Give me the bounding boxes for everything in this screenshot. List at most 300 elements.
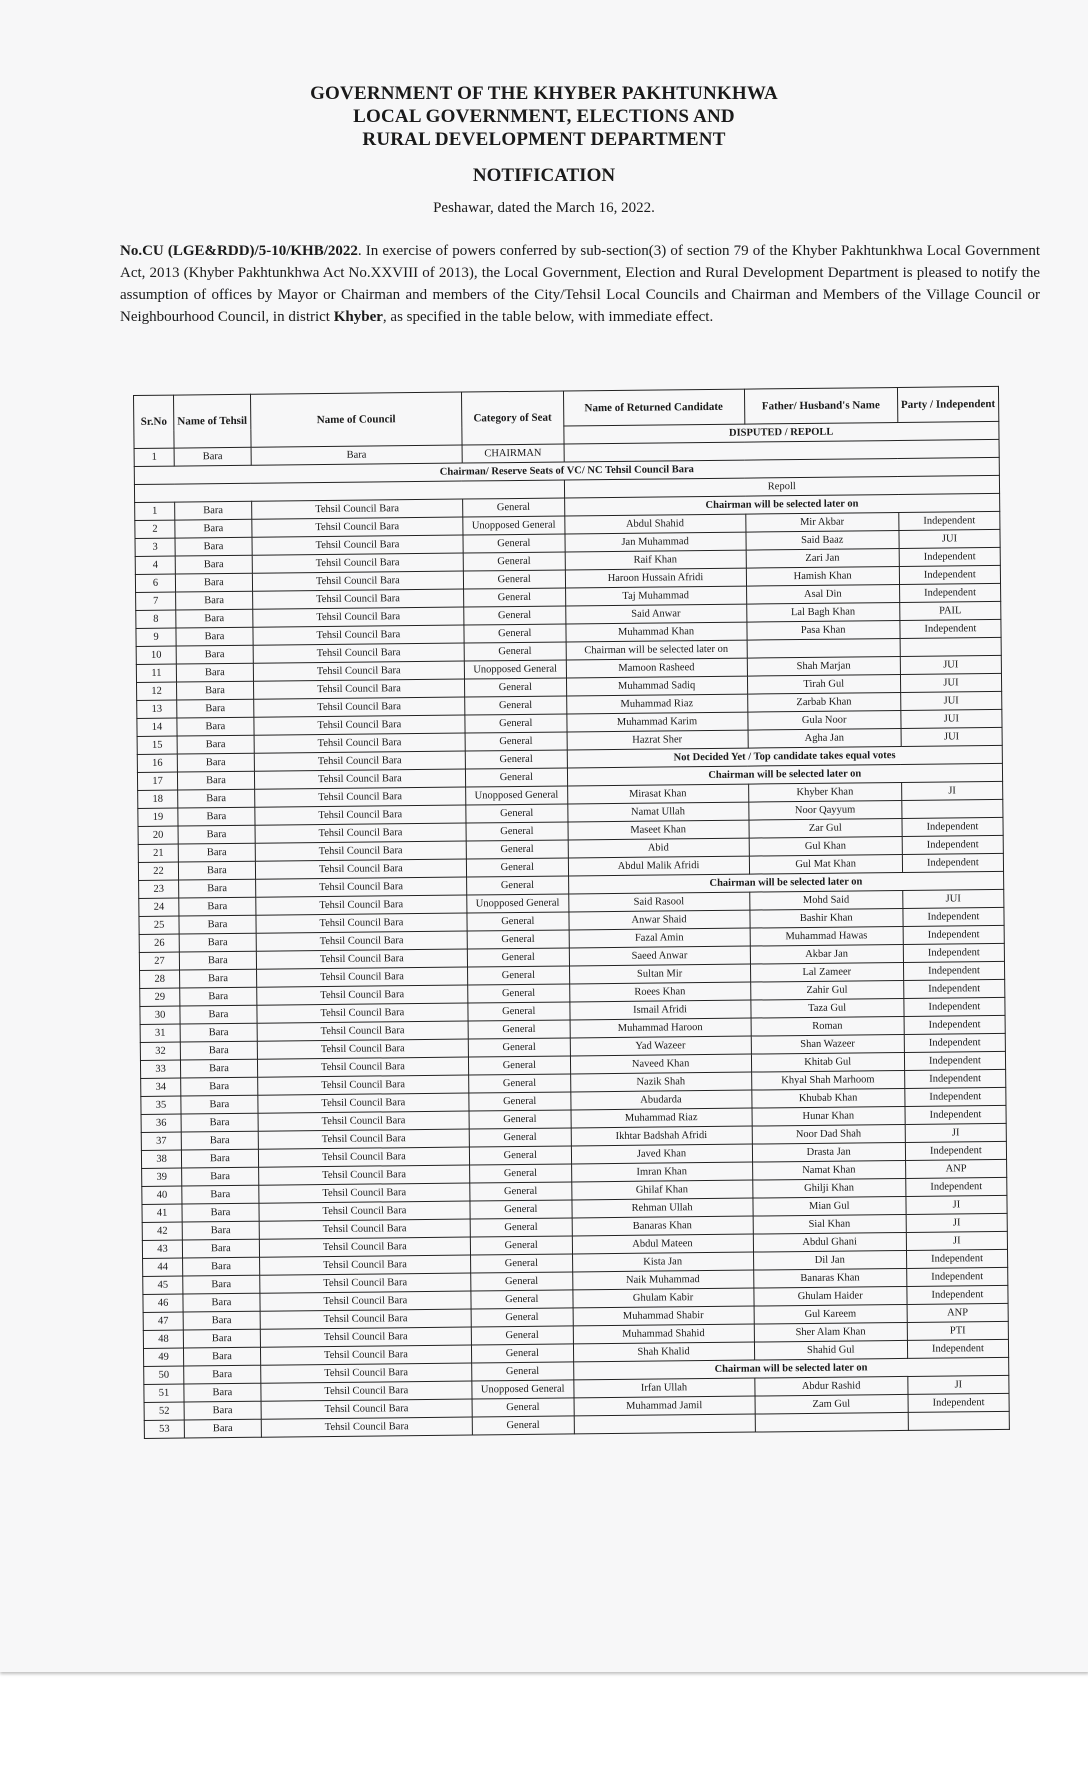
cell-tehsil: Bara xyxy=(175,501,252,520)
cell-category: General xyxy=(472,1362,574,1381)
cell-candidate: Muhammad Karim xyxy=(566,712,747,732)
cell-candidate: Shah Khalid xyxy=(573,1342,754,1362)
cell-father: Pasa Khan xyxy=(746,620,899,640)
col-council: Name of Council xyxy=(250,392,462,447)
document-header xyxy=(0,82,1088,187)
cell-sr: 11 xyxy=(136,664,176,682)
cell-tehsil: Bara xyxy=(182,1149,259,1168)
cell-council: Tehsil Council Bara xyxy=(259,1183,470,1203)
cell-category: General xyxy=(468,1020,570,1039)
cell-sr: 46 xyxy=(143,1294,183,1312)
cell-council: Tehsil Council Bara xyxy=(254,715,465,735)
notification-title: NOTIFICATION xyxy=(472,165,616,186)
cell-father: Asal Din xyxy=(746,584,899,604)
cell-candidate: Muhammad Riaz xyxy=(566,694,747,714)
cell-sr: 8 xyxy=(136,610,176,628)
cell-party: JI xyxy=(906,1195,1007,1214)
cell-party: Independent xyxy=(907,1285,1008,1304)
cell-father: Muhammad Hawas xyxy=(750,926,903,946)
cell-father: Hamish Khan xyxy=(746,566,899,586)
cell-tehsil: Bara xyxy=(183,1311,260,1330)
cell-council: Tehsil Council Bara xyxy=(260,1291,471,1311)
cell-tehsil: Bara xyxy=(180,1005,257,1024)
cell-council: Tehsil Council Bara xyxy=(257,1057,468,1077)
cell-council: Tehsil Council Bara xyxy=(258,1093,469,1113)
cell-party: Independent xyxy=(899,583,1000,602)
cell-father: Bashir Khan xyxy=(749,908,902,928)
cell-father: Zari Jan xyxy=(746,548,899,568)
results-table-wrapper xyxy=(133,386,1010,1439)
cell-candidate: Kista Jan xyxy=(572,1252,753,1272)
cell-council: Tehsil Council Bara xyxy=(258,1129,469,1149)
dateline: Peshawar, dated the March 16, 2022. xyxy=(433,200,655,216)
cell-father: Mian Gul xyxy=(753,1196,906,1216)
cell-father: Shan Wazeer xyxy=(751,1034,904,1054)
cell-candidate: Sultan Mir xyxy=(569,964,750,984)
cell-category: Unopposed General xyxy=(464,660,566,679)
cell-candidate: Abdul Mateen xyxy=(572,1234,753,1254)
cell-council: Tehsil Council Bara xyxy=(256,913,467,933)
cell-sr: 15 xyxy=(137,736,177,754)
cell-candidate: Fazal Amin xyxy=(569,928,750,948)
cell-party: Independent xyxy=(902,853,1003,872)
section-title: Chairman/ Reserve Seats of VC/ NC Tehsil Council Bara xyxy=(134,457,999,484)
cell-father: Roman xyxy=(751,1016,904,1036)
cell-sr: 16 xyxy=(137,754,177,772)
cell-party: Independent xyxy=(899,511,1000,530)
cell-father: Zar Gul xyxy=(749,818,902,838)
cell-party: Independent xyxy=(904,979,1005,998)
cell-tehsil: Bara xyxy=(179,933,256,952)
cell-candidate: Maseet Khan xyxy=(568,820,749,840)
cell-tehsil: Bara xyxy=(175,555,252,574)
cell-sr: 53 xyxy=(144,1420,184,1438)
cell-council: Tehsil Council Bara xyxy=(251,499,462,519)
cell-council: Tehsil Council Bara xyxy=(260,1327,471,1347)
cell-tehsil: Bara xyxy=(179,897,256,916)
cell-father: Gul Khan xyxy=(749,836,902,856)
cell-council: Tehsil Council Bara xyxy=(252,553,463,573)
reference-number: No.CU (LGE&RDD)/5-10/KHB/2022 xyxy=(120,243,358,259)
cell-category: General xyxy=(471,1272,573,1291)
cell-sr: 6 xyxy=(135,574,175,592)
cell-council: Tehsil Council Bara xyxy=(260,1345,471,1365)
cell-candidate: Abudarda xyxy=(570,1090,751,1110)
header-line-3: RURAL DEVELOPMENT DEPARTMENT xyxy=(362,129,726,150)
cell-candidate: Mamoon Rasheed xyxy=(566,658,747,678)
cell-sr: 10 xyxy=(136,646,176,664)
cell-category: General xyxy=(469,1092,571,1111)
cell-candidate: Said Rasool xyxy=(568,892,749,912)
cell-sr: 1 xyxy=(135,502,175,520)
cell-tehsil: Bara xyxy=(178,843,255,862)
cell-category: General xyxy=(468,984,570,1003)
cell-category: General xyxy=(465,714,567,733)
cell-father: Zahir Gul xyxy=(750,980,903,1000)
cell-sr: 51 xyxy=(144,1384,184,1402)
cell-tehsil: Bara xyxy=(183,1293,260,1312)
cell-tehsil: Bara xyxy=(182,1221,259,1240)
cell-party: JI xyxy=(905,1123,1006,1142)
cell-sr: 40 xyxy=(142,1186,182,1204)
cell-merged-note: Chairman will be selected later on xyxy=(567,763,1003,786)
cell-sr: 26 xyxy=(139,934,179,952)
cell-sr: 45 xyxy=(143,1276,183,1294)
cell-candidate: Javed Khan xyxy=(571,1144,752,1164)
cell-sr: 25 xyxy=(139,916,179,934)
cell-party: PTI xyxy=(907,1321,1008,1340)
cell-council: Tehsil Council Bara xyxy=(259,1237,470,1257)
repoll-label: Repoll xyxy=(564,475,1000,498)
cell-merged-note: Chairman will be selected later on xyxy=(568,871,1004,894)
cell-tehsil: Bara xyxy=(177,717,254,736)
cell-candidate: Muhammad Khan xyxy=(565,622,746,642)
cell-merged-note: Not Decided Yet / Top candidate takes equal votes xyxy=(567,745,1003,768)
cell-sr: 44 xyxy=(143,1258,183,1276)
cell-father: Ghilji Khan xyxy=(752,1178,905,1198)
cell-party: Independent xyxy=(902,835,1003,854)
cell-sr: 36 xyxy=(141,1114,181,1132)
cell-council: Tehsil Council Bara xyxy=(254,733,465,753)
cell-category: General xyxy=(472,1416,574,1435)
cell-candidate: Raif Khan xyxy=(565,550,746,570)
cell-party: Independent xyxy=(903,925,1004,944)
col-category: Category of Seat xyxy=(461,391,563,445)
cell-father: Gula Noor xyxy=(747,710,900,730)
cell-party: Independent xyxy=(908,1393,1009,1412)
cell-father: Khubab Khan xyxy=(751,1088,904,1108)
cell-council: Tehsil Council Bara xyxy=(254,787,465,807)
cell-council: Tehsil Council Bara xyxy=(253,607,464,627)
cell-father: Khyber Khan xyxy=(748,782,901,802)
cell-sr: 9 xyxy=(136,628,176,646)
cell-candidate: Muhammad Jamil xyxy=(574,1396,755,1416)
cell-category: General xyxy=(464,588,566,607)
cell-council: Tehsil Council Bara xyxy=(259,1219,470,1239)
cell-party: Independent xyxy=(905,1105,1006,1124)
cell-sr: 24 xyxy=(139,898,179,916)
cell-father xyxy=(747,638,900,658)
cell-father: Noor Qayyum xyxy=(748,800,901,820)
cell-candidate: Abdul Shahid xyxy=(564,514,745,534)
cell-sr: 27 xyxy=(139,952,179,970)
cell-tehsil: Bara xyxy=(178,789,255,808)
cell-category: General xyxy=(466,804,568,823)
cell-party: JI xyxy=(901,781,1002,800)
cell-father: Noor Dad Shah xyxy=(752,1124,905,1144)
cell-council: Tehsil Council Bara xyxy=(260,1309,471,1329)
cell-candidate: Naveed Khan xyxy=(570,1054,751,1074)
cell-candidate: Mirasat Khan xyxy=(567,784,748,804)
cell-council: Tehsil Council Bara xyxy=(253,697,464,717)
cell-tehsil: Bara xyxy=(175,519,252,538)
cell-tehsil: Bara xyxy=(178,807,255,826)
cell-sr: 2 xyxy=(135,520,175,538)
cell-sr: 1 xyxy=(134,448,174,466)
cell-party: JI xyxy=(906,1231,1007,1250)
cell-party: Independent xyxy=(905,1087,1006,1106)
cell-council: Tehsil Council Bara xyxy=(261,1417,472,1437)
cell-category: General xyxy=(464,606,566,625)
cell-council: Tehsil Council Bara xyxy=(257,1075,468,1095)
cell-tehsil: Bara xyxy=(183,1329,260,1348)
cell-sr: 22 xyxy=(138,862,178,880)
cell-sr: 49 xyxy=(143,1348,183,1366)
cell-council: Tehsil Council Bara xyxy=(255,823,466,843)
cell-father: Taza Gul xyxy=(750,998,903,1018)
cell-category: General xyxy=(471,1290,573,1309)
cell-tehsil: Bara xyxy=(174,447,251,466)
cell-tehsil: Bara xyxy=(176,627,253,646)
cell-sr: 48 xyxy=(143,1330,183,1348)
cell-tehsil: Bara xyxy=(180,1023,257,1042)
cell-tehsil: Bara xyxy=(180,1041,257,1060)
results-table xyxy=(133,386,1010,1439)
cell-category: General xyxy=(465,750,567,769)
cell-candidate: Jan Muhammad xyxy=(565,532,746,552)
cell-category: General xyxy=(467,876,569,895)
notification-paragraph xyxy=(120,240,1040,328)
cell-party: ANP xyxy=(905,1159,1006,1178)
cell-category: General xyxy=(470,1164,572,1183)
cell-sr: 50 xyxy=(144,1366,184,1384)
cell-party: Independent xyxy=(906,1249,1007,1268)
cell-sr: 13 xyxy=(137,700,177,718)
cell-sr: 34 xyxy=(141,1078,181,1096)
col-tehsil: Name of Tehsil xyxy=(174,394,251,448)
cell-candidate xyxy=(574,1414,755,1434)
cell-father: Ghulam Haider xyxy=(753,1286,906,1306)
cell-candidate: Ikhtar Badshah Afridi xyxy=(571,1126,752,1146)
cell-category: Unopposed General xyxy=(467,894,569,913)
cell-tehsil: Bara xyxy=(177,699,254,718)
cell-father: Zam Gul xyxy=(755,1394,908,1414)
cell-council: Tehsil Council Bara xyxy=(252,571,463,591)
chairman-status: DISPUTED / REPOLL xyxy=(563,421,999,444)
header-line-1: GOVERNMENT OF THE KHYBER PAKHTUNKHWA xyxy=(310,83,778,104)
cell-party: Independent xyxy=(904,1051,1005,1070)
cell-tehsil: Bara xyxy=(176,663,253,682)
cell-candidate: Muhammad Sadiq xyxy=(566,676,747,696)
cell-category: General xyxy=(469,1110,571,1129)
cell-category: General xyxy=(468,1038,570,1057)
paragraph-text: . In exercise of powers conferred by sub-section(3) of section 79 of the Khyber Pakhtunkhwa Local Government Act, 2013 (Khyber Pakhtunkhwa Act No.XXVIII of 2013), the Local Government, Election and Rural Development Department is pleased to notify the assumption of offices by Mayor or Chairman and members of the City/Tehsil Local Councils and Chairman and Members of the Village Council or Neighbourhood Council, in district xyxy=(120,243,1040,325)
cell-council: Tehsil Council Bara xyxy=(255,859,466,879)
cell-category: General xyxy=(464,678,566,697)
cell-sr: 18 xyxy=(138,790,178,808)
cell-council: Tehsil Council Bara xyxy=(256,949,467,969)
cell-tehsil: Bara xyxy=(177,681,254,700)
cell-sr: 30 xyxy=(140,1006,180,1024)
cell-candidate: Imran Khan xyxy=(571,1162,752,1182)
cell-tehsil: Bara xyxy=(182,1185,259,1204)
cell-father: Sial Khan xyxy=(753,1214,906,1234)
cell-council: Tehsil Council Bara xyxy=(255,841,466,861)
cell-party: JUI xyxy=(901,727,1002,746)
cell-candidate: Yad Wazeer xyxy=(570,1036,751,1056)
cell-council: Tehsil Council Bara xyxy=(253,625,464,645)
cell-category: General xyxy=(466,858,568,877)
cell-category: General xyxy=(466,840,568,859)
cell-father: Gul Mat Khan xyxy=(749,854,902,874)
cell-council: Tehsil Council Bara xyxy=(252,535,463,555)
cell-party: Independent xyxy=(907,1339,1008,1358)
cell-council: Tehsil Council Bara xyxy=(253,643,464,663)
cell-tehsil: Bara xyxy=(180,987,257,1006)
cell-candidate: Chairman will be selected later on xyxy=(566,640,747,660)
cell-sr: 28 xyxy=(140,970,180,988)
cell-sr: 21 xyxy=(138,844,178,862)
cell-tehsil: Bara xyxy=(178,825,255,844)
cell-party: Independent xyxy=(899,547,1000,566)
cell-candidate: Muhammad Shahid xyxy=(573,1324,754,1344)
cell-category: General xyxy=(465,732,567,751)
cell-category: General xyxy=(468,1056,570,1075)
cell-council: Tehsil Council Bara xyxy=(260,1363,471,1383)
cell-tehsil: Bara xyxy=(181,1095,258,1114)
cell-sr: 19 xyxy=(138,808,178,826)
cell-tehsil: Bara xyxy=(179,879,256,898)
cell-tehsil: Bara xyxy=(182,1239,259,1258)
cell-party: JI xyxy=(906,1213,1007,1232)
cell-candidate: Muhammad Haroon xyxy=(570,1018,751,1038)
col-father: Father/ Husband's Name xyxy=(744,387,898,424)
cell-sr: 41 xyxy=(142,1204,182,1222)
cell-sr: 38 xyxy=(141,1150,181,1168)
cell-sr: 33 xyxy=(140,1060,180,1078)
cell-party xyxy=(908,1411,1009,1430)
cell-council: Tehsil Council Bara xyxy=(260,1273,471,1293)
cell-party: Independent xyxy=(905,1141,1006,1160)
cell-council: Tehsil Council Bara xyxy=(254,769,465,789)
cell-candidate: Ghulam Kabir xyxy=(572,1288,753,1308)
cell-sr: 52 xyxy=(144,1402,184,1420)
cell-party: JUI xyxy=(900,655,1001,674)
cell-party: ANP xyxy=(907,1303,1008,1322)
cell-candidate: Said Anwar xyxy=(565,604,746,624)
cell-category: General xyxy=(469,1128,571,1147)
cell-father: Banaras Khan xyxy=(753,1268,906,1288)
cell-party: Independent xyxy=(904,1015,1005,1034)
cell-category: General xyxy=(467,948,569,967)
cell-candidate: Namat Ullah xyxy=(567,802,748,822)
cell-tehsil: Bara xyxy=(178,861,255,880)
cell-father: Dil Jan xyxy=(753,1250,906,1270)
cell-council: Tehsil Council Bara xyxy=(256,985,467,1005)
cell-council: Tehsil Council Bara xyxy=(258,1165,469,1185)
cell-council: Tehsil Council Bara xyxy=(261,1381,472,1401)
cell-category: General xyxy=(470,1182,572,1201)
cell-council: Tehsil Council Bara xyxy=(254,751,465,771)
cell-father: Drasta Jan xyxy=(752,1142,905,1162)
cell-candidate: Nazik Shah xyxy=(570,1072,751,1092)
col-party: Party / Independent xyxy=(897,386,999,422)
cell-party: Independent xyxy=(902,817,1003,836)
cell-sr: 12 xyxy=(137,682,177,700)
cell-candidate: Naik Muhammad xyxy=(572,1270,753,1290)
cell-tehsil: Bara xyxy=(184,1419,261,1438)
cell-council: Tehsil Council Bara xyxy=(259,1255,470,1275)
cell-sr: 47 xyxy=(143,1312,183,1330)
table-body xyxy=(134,439,1009,1438)
cell-candidate: Banaras Khan xyxy=(572,1216,753,1236)
cell-tehsil: Bara xyxy=(183,1275,260,1294)
cell-party: Independent xyxy=(903,907,1004,926)
cell-category: Unopposed General xyxy=(472,1380,574,1399)
cell-council: Tehsil Council Bara xyxy=(256,895,467,915)
cell-party: Independent xyxy=(906,1177,1007,1196)
paragraph-tail: , as specified in the table below, with immediate effect. xyxy=(382,309,714,325)
cell-tehsil: Bara xyxy=(181,1077,258,1096)
cell-category: General xyxy=(467,966,569,985)
cell-candidate: Abdul Malik Afridi xyxy=(568,856,749,876)
cell-council: Tehsil Council Bara xyxy=(252,589,463,609)
cell-council: Tehsil Council Bara xyxy=(255,877,466,897)
cell-council: Tehsil Council Bara xyxy=(256,931,467,951)
cell-party: JUI xyxy=(901,709,1002,728)
cell-tehsil: Bara xyxy=(179,915,256,934)
cell-tehsil: Bara xyxy=(184,1383,261,1402)
cell-tehsil: Bara xyxy=(175,537,252,556)
cell-tehsil: Bara xyxy=(177,753,254,772)
cell-council: Tehsil Council Bara xyxy=(256,967,467,987)
cell-party: JUI xyxy=(900,673,1001,692)
cell-category: General xyxy=(467,912,569,931)
cell-father: Akbar Jan xyxy=(750,944,903,964)
cell-sr: 3 xyxy=(135,538,175,556)
cell-candidate: Muhammad Shabir xyxy=(573,1306,754,1326)
cell-tehsil: Bara xyxy=(178,771,255,790)
cell-father: Abdul Ghani xyxy=(753,1232,906,1252)
cell-father: Zarbab Khan xyxy=(747,692,900,712)
cell-candidate: Irfan Ullah xyxy=(573,1378,754,1398)
cell-council: Tehsil Council Bara xyxy=(253,679,464,699)
cell-party: JI xyxy=(908,1375,1009,1394)
cell-sr: 42 xyxy=(142,1222,182,1240)
cell-sr: 4 xyxy=(135,556,175,574)
cell-father: Mir Akbar xyxy=(745,512,898,532)
cell-category: General xyxy=(472,1398,574,1417)
cell-party: Independent xyxy=(899,565,1000,584)
cell-father: Abdur Rashid xyxy=(754,1376,907,1396)
cell-party: JUI xyxy=(901,691,1002,710)
cell-tehsil: Bara xyxy=(177,735,254,754)
cell-candidate: Hazrat Sher xyxy=(567,730,748,750)
cell-father xyxy=(755,1412,908,1432)
cell-party: Independent xyxy=(900,619,1001,638)
cell-candidate: Abid xyxy=(568,838,749,858)
district-name: Khyber xyxy=(333,309,383,325)
cell-tehsil: Bara xyxy=(184,1365,261,1384)
cell-council: Tehsil Council Bara xyxy=(257,1003,468,1023)
cell-candidate: Ismail Afridi xyxy=(569,1000,750,1020)
cell-tehsil: Bara xyxy=(182,1167,259,1186)
cell-father: Khyal Shah Marhoom xyxy=(751,1070,904,1090)
cell-party: JUI xyxy=(899,529,1000,548)
cell-father: Tirah Gul xyxy=(747,674,900,694)
cell-category: General xyxy=(471,1308,573,1327)
cell-father: Shahid Gul xyxy=(754,1340,907,1360)
cell-candidate: Anwar Shaid xyxy=(568,910,749,930)
cell-tehsil: Bara xyxy=(184,1401,261,1420)
cell-sr: 29 xyxy=(140,988,180,1006)
cell-category: Unopposed General xyxy=(463,516,565,535)
cell-category: General xyxy=(463,534,565,553)
cell-council: Tehsil Council Bara xyxy=(255,805,466,825)
cell-council: Tehsil Council Bara xyxy=(258,1147,469,1167)
cell-party: JUI xyxy=(903,889,1004,908)
cell-father: Khitab Gul xyxy=(751,1052,904,1072)
